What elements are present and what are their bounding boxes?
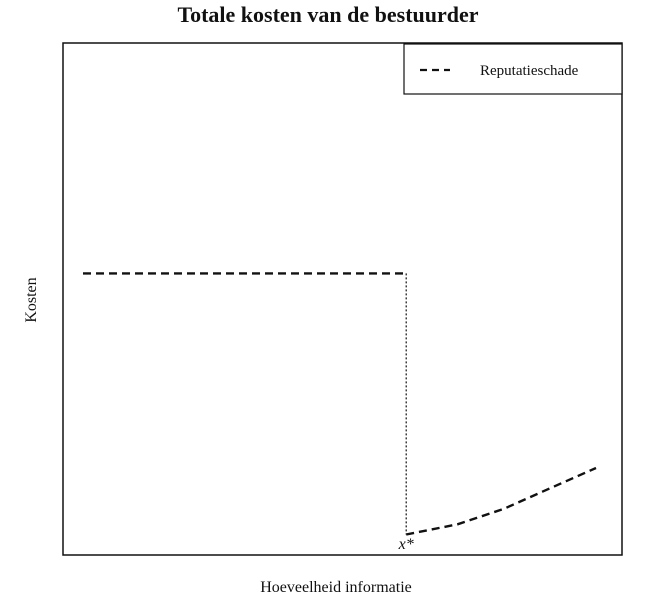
legend-label-reputatieschade: Reputatieschade [480,63,579,79]
series-group [83,273,596,534]
x-axis-label: Hoeveelheid informatie [260,579,412,596]
y-axis-label: Kosten [23,277,40,323]
legend [404,44,622,94]
plot-frame [63,43,622,555]
x-star-annotation: x* [398,536,414,553]
series-0-segment-2 [406,468,596,535]
chart-title: Totale kosten van de bestuurder [177,2,479,27]
